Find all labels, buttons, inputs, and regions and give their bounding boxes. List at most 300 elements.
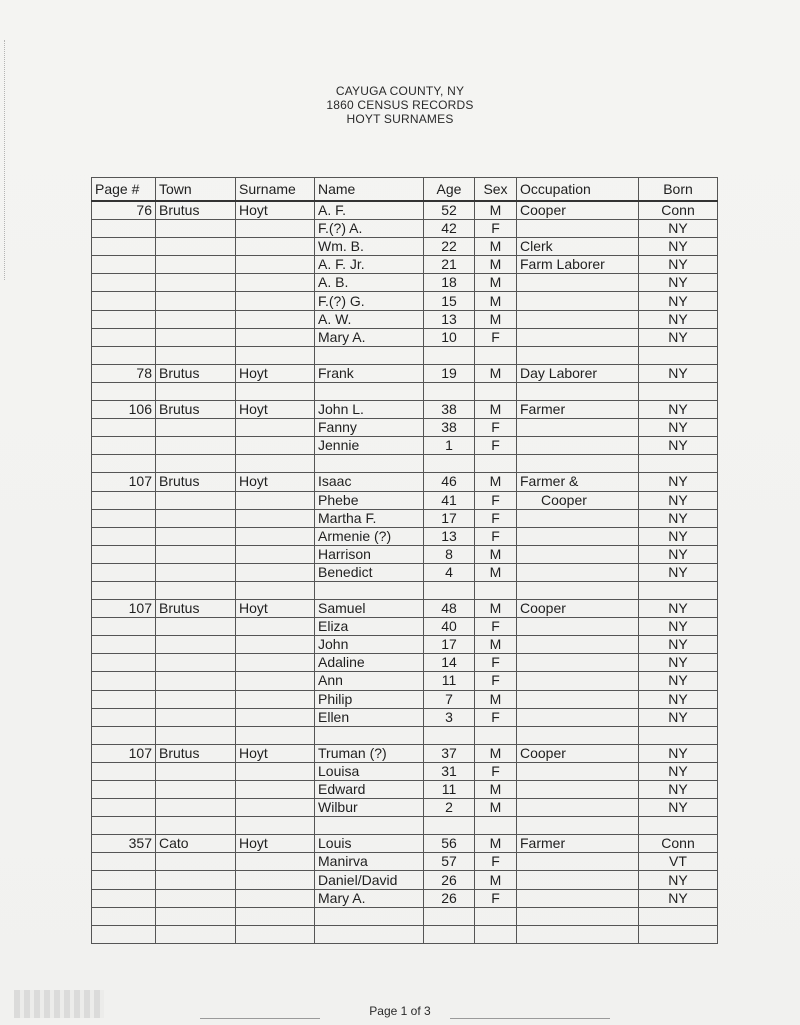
cell-occupation: Clerk [517,238,639,256]
cell-name [315,455,424,473]
scan-edge-marks [4,40,9,280]
cell-surname [236,455,315,473]
cell-name: Frank [315,364,424,382]
cell-sex [475,382,517,400]
cell-name: Benedict [315,563,424,581]
cell-surname: Hoyt [236,835,315,853]
cell-page: 357 [92,835,156,853]
table-row [92,455,718,473]
cell-page [92,853,156,871]
column-header-town: Town [156,178,236,202]
cell-page: 106 [92,401,156,419]
table-row [92,636,718,654]
cell-age: 17 [424,636,475,654]
cell-occupation [517,708,639,726]
cell-name: Jennie [315,437,424,455]
cell-born: NY [639,744,718,762]
cell-name: Ann [315,672,424,690]
census-table [91,177,718,944]
cell-town [156,256,236,274]
cell-sex: M [475,201,517,220]
cell-page: 107 [92,600,156,618]
cell-page [92,419,156,437]
column-header-age: Age [424,178,475,202]
cell-born: NY [639,401,718,419]
cell-occupation [517,672,639,690]
cell-surname [236,545,315,563]
cell-name: Samuel [315,600,424,618]
cell-name: Louis [315,835,424,853]
cell-name: Wm. B. [315,238,424,256]
cell-sex: F [475,491,517,509]
cell-occupation [517,310,639,328]
cell-town [156,925,236,943]
cell-surname: Hoyt [236,201,315,220]
cell-occupation [517,925,639,943]
cell-born: NY [639,220,718,238]
cell-born: Conn [639,835,718,853]
table-row [92,220,718,238]
cell-page [92,563,156,581]
cell-born: NY [639,527,718,545]
cell-page [92,871,156,889]
table-row [92,527,718,545]
cell-surname [236,437,315,455]
cell-surname: Hoyt [236,401,315,419]
table-row [92,346,718,364]
cell-occupation [517,636,639,654]
table-row [92,853,718,871]
cell-age: 1 [424,437,475,455]
cell-sex: F [475,672,517,690]
cell-age: 2 [424,799,475,817]
table-row [92,835,718,853]
cell-sex: M [475,835,517,853]
cell-name: F.(?) A. [315,220,424,238]
cell-occupation: Cooper [517,201,639,220]
cell-town [156,292,236,310]
cell-town [156,328,236,346]
cell-age [424,455,475,473]
cell-born: NY [639,871,718,889]
cell-name [315,907,424,925]
cell-town [156,726,236,744]
cell-town [156,799,236,817]
cell-sex: M [475,364,517,382]
cell-age: 19 [424,364,475,382]
cell-page [92,238,156,256]
cell-sex [475,455,517,473]
cell-occupation [517,871,639,889]
cell-town [156,654,236,672]
cell-name: Wilbur [315,799,424,817]
cell-age: 57 [424,853,475,871]
cell-name: Edward [315,781,424,799]
cell-town [156,781,236,799]
cell-sex: F [475,654,517,672]
cell-page: 107 [92,744,156,762]
cell-surname [236,581,315,599]
cell-born: NY [639,437,718,455]
cell-sex: F [475,708,517,726]
cell-town [156,636,236,654]
table-row [92,328,718,346]
cell-surname [236,238,315,256]
table-row [92,600,718,618]
cell-age: 13 [424,310,475,328]
cell-sex: M [475,256,517,274]
cell-age: 15 [424,292,475,310]
cell-page [92,491,156,509]
cell-page [92,346,156,364]
cell-surname [236,690,315,708]
cell-town [156,382,236,400]
cell-name: Truman (?) [315,744,424,762]
table-row [92,419,718,437]
cell-town [156,581,236,599]
cell-name: Adaline [315,654,424,672]
cell-age: 18 [424,274,475,292]
cell-town [156,491,236,509]
cell-born [639,726,718,744]
cell-occupation [517,654,639,672]
cell-age: 26 [424,889,475,907]
cell-name: A. W. [315,310,424,328]
table-row [92,817,718,835]
table-row [92,781,718,799]
cell-occupation: Day Laborer [517,364,639,382]
cell-sex: F [475,509,517,527]
table-row [92,907,718,925]
cell-occupation [517,690,639,708]
cell-page [92,907,156,925]
cell-page: 78 [92,364,156,382]
cell-page [92,437,156,455]
cell-born: NY [639,509,718,527]
cell-town [156,527,236,545]
cell-name [315,581,424,599]
cell-surname [236,907,315,925]
cell-name: Eliza [315,618,424,636]
cell-page: 76 [92,201,156,220]
cell-surname [236,781,315,799]
cell-name: Manirva [315,853,424,871]
table-row [92,618,718,636]
cell-sex [475,726,517,744]
cell-occupation: Farmer [517,401,639,419]
cell-occupation [517,346,639,364]
cell-page [92,292,156,310]
cell-sex: M [475,292,517,310]
cell-occupation [517,419,639,437]
cell-age [424,925,475,943]
cell-page: 107 [92,473,156,491]
table-row [92,509,718,527]
cell-town: Brutus [156,201,236,220]
cell-surname [236,220,315,238]
cell-surname [236,672,315,690]
cell-name [315,817,424,835]
cell-surname [236,382,315,400]
header-county: CAYUGA COUNTY, NY [335,84,465,98]
cell-page [92,762,156,780]
cell-surname [236,292,315,310]
column-header-sex: Sex [475,178,517,202]
cell-sex: M [475,274,517,292]
cell-surname [236,817,315,835]
cell-sex [475,346,517,364]
table-header-row [92,178,718,202]
cell-born: NY [639,618,718,636]
cell-page [92,708,156,726]
cell-surname [236,726,315,744]
cell-occupation [517,545,639,563]
table-row [92,310,718,328]
cell-sex: M [475,744,517,762]
cell-age: 56 [424,835,475,853]
cell-town [156,690,236,708]
cell-occupation [517,907,639,925]
cell-surname [236,527,315,545]
cell-surname [236,274,315,292]
cell-age: 40 [424,618,475,636]
cell-page [92,274,156,292]
cell-age [424,726,475,744]
cell-age: 7 [424,690,475,708]
cell-age: 42 [424,220,475,238]
cell-name: Mary A. [315,328,424,346]
cell-town [156,238,236,256]
cell-town [156,871,236,889]
cell-born: NY [639,889,718,907]
column-header-surname: Surname [236,178,315,202]
census-table-body [92,201,718,943]
cell-age: 17 [424,509,475,527]
cell-name: A. F. [315,201,424,220]
table-row [92,690,718,708]
cell-sex: M [475,310,517,328]
cell-occupation [517,762,639,780]
cell-town: Brutus [156,401,236,419]
cell-sex: F [475,220,517,238]
cell-sex: F [475,618,517,636]
cell-occupation [517,437,639,455]
cell-occupation [517,509,639,527]
cell-born: Conn [639,201,718,220]
cell-occupation: Farm Laborer [517,256,639,274]
cell-born: NY [639,274,718,292]
cell-name: Armenie (?) [315,527,424,545]
table-row [92,563,718,581]
cell-born [639,346,718,364]
cell-town: Brutus [156,744,236,762]
cell-occupation: Farmer & [517,473,639,491]
table-row [92,256,718,274]
cell-age: 21 [424,256,475,274]
cell-surname: Hoyt [236,364,315,382]
cell-sex: F [475,889,517,907]
cell-occupation [517,455,639,473]
cell-occupation [517,817,639,835]
cell-town [156,274,236,292]
cell-born [639,925,718,943]
table-row [92,672,718,690]
cell-town [156,220,236,238]
cell-born: NY [639,473,718,491]
cell-sex: M [475,781,517,799]
cell-surname [236,889,315,907]
table-row [92,382,718,400]
cell-page [92,545,156,563]
cell-surname [236,925,315,943]
cell-born: NY [639,708,718,726]
cell-born [639,382,718,400]
cell-age: 11 [424,781,475,799]
cell-name [315,726,424,744]
cell-age: 4 [424,563,475,581]
cell-page [92,654,156,672]
table-row [92,654,718,672]
cell-name [315,346,424,364]
cell-born: VT [639,853,718,871]
cell-age: 41 [424,491,475,509]
cell-page [92,310,156,328]
cell-born: NY [639,781,718,799]
column-header-occupation: Occupation [517,178,639,202]
cell-page [92,799,156,817]
cell-age: 3 [424,708,475,726]
footer-rule-right [450,1018,610,1019]
cell-sex: M [475,600,517,618]
cell-town [156,455,236,473]
cell-surname [236,346,315,364]
cell-town [156,437,236,455]
cell-surname [236,419,315,437]
cell-sex: F [475,437,517,455]
cell-surname [236,871,315,889]
cell-page [92,781,156,799]
cell-page [92,726,156,744]
cell-page [92,509,156,527]
cell-sex [475,817,517,835]
table-row [92,201,718,220]
cell-born [639,907,718,925]
cell-sex: M [475,871,517,889]
cell-surname [236,491,315,509]
cell-town [156,509,236,527]
cell-surname: Hoyt [236,473,315,491]
cell-page [92,256,156,274]
cell-page [92,328,156,346]
cell-town [156,563,236,581]
cell-born: NY [639,419,718,437]
table-row [92,925,718,943]
table-row [92,799,718,817]
cell-age: 22 [424,238,475,256]
cell-name: F.(?) G. [315,292,424,310]
cell-age: 38 [424,401,475,419]
cell-sex [475,925,517,943]
table-row [92,545,718,563]
cell-town [156,889,236,907]
cell-occupation [517,581,639,599]
cell-town [156,346,236,364]
cell-age [424,907,475,925]
table-row [92,708,718,726]
cell-name [315,925,424,943]
cell-town: Brutus [156,364,236,382]
cell-sex: F [475,419,517,437]
cell-name: John [315,636,424,654]
cell-occupation: Farmer [517,835,639,853]
cell-sex: M [475,401,517,419]
cell-town: Brutus [156,473,236,491]
cell-age: 31 [424,762,475,780]
cell-name: Isaac [315,473,424,491]
cell-town: Brutus [156,600,236,618]
cell-age [424,817,475,835]
cell-page [92,636,156,654]
cell-occupation [517,889,639,907]
cell-age: 26 [424,871,475,889]
cell-surname [236,636,315,654]
cell-name: Louisa [315,762,424,780]
cell-name: A. F. Jr. [315,256,424,274]
cell-occupation [517,382,639,400]
cell-surname [236,654,315,672]
cell-name: Phebe [315,491,424,509]
cell-born: NY [639,672,718,690]
cell-page [92,455,156,473]
cell-occupation [517,328,639,346]
cell-page [92,618,156,636]
cell-age: 8 [424,545,475,563]
cell-town [156,762,236,780]
cell-occupation [517,618,639,636]
table-row [92,473,718,491]
cell-name: Fanny [315,419,424,437]
cell-born [639,455,718,473]
cell-born: NY [639,563,718,581]
cell-page [92,925,156,943]
cell-town [156,853,236,871]
cell-born: NY [639,545,718,563]
cell-occupation [517,799,639,817]
header-surnames: HOYT SURNAMES [346,112,454,126]
table-row [92,871,718,889]
cell-sex: F [475,853,517,871]
cell-town [156,419,236,437]
cell-occupation [517,563,639,581]
cell-sex [475,907,517,925]
table-row [92,889,718,907]
table-row [92,401,718,419]
cell-age: 14 [424,654,475,672]
cell-age: 46 [424,473,475,491]
column-header-name: Name [315,178,424,202]
cell-born: NY [639,600,718,618]
cell-town [156,907,236,925]
cell-occupation [517,527,639,545]
table-row [92,581,718,599]
cell-surname: Hoyt [236,600,315,618]
cell-born: NY [639,292,718,310]
cell-born: NY [639,636,718,654]
cell-sex: M [475,545,517,563]
cell-page [92,690,156,708]
cell-age [424,581,475,599]
cell-page [92,382,156,400]
